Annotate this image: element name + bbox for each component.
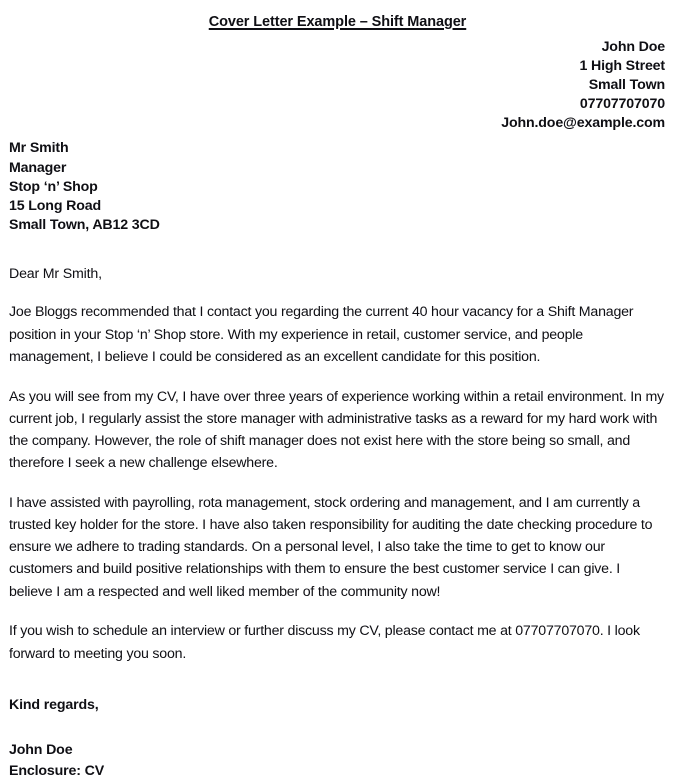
recipient-line-title: Manager bbox=[9, 159, 67, 176]
recipient-line-company: Stop ‘n’ Shop bbox=[9, 178, 98, 195]
body-paragraph-4: If you wish to schedule an interview or further discuss my CV, please contact me at 07707707070. I look forward to meeting you soon. bbox=[9, 623, 640, 662]
sender-line-email: John.doe@example.com bbox=[501, 115, 665, 132]
page-title bbox=[9, 0, 666, 31]
signature-enclosure: Enclosure: CV bbox=[9, 763, 105, 780]
sender-line-phone: 07707707070 bbox=[579, 96, 665, 113]
recipient-address-block bbox=[9, 139, 666, 234]
recipient-line-town-postcode: Small Town, AB12 3CD bbox=[9, 216, 160, 233]
sender-line-town: Small Town bbox=[588, 77, 665, 94]
closing-salutation: Kind regards, bbox=[9, 696, 99, 713]
body-paragraph-1: Joe Bloggs recommended that I contact you regarding the current 40 hour vacancy for a Shift Manager position in your Stop ‘n’ Shop store. With my experience in retail, customer service, and people management, I believe I could be considered as an excellent candidate for this position. bbox=[9, 304, 634, 365]
recipient-line-name: Mr Smith bbox=[9, 140, 69, 157]
body-paragraph-3: I have assisted with payrolling, rota management, stock ordering and management, and I am currently a trusted key holder for the store. I have also taken responsibility for auditing the date checking procedure to ensure we adhere to trading standards. On a personal level, I also take the time to get to know our customers and build positive relationships with them to ensure the best customer service I can give. I believe I am a respected and well liked member of the community now! bbox=[9, 494, 653, 600]
signature-name: John Doe bbox=[9, 741, 73, 758]
recipient-line-street: 15 Long Road bbox=[9, 197, 101, 214]
salutation: Dear Mr Smith, bbox=[9, 265, 102, 282]
body-paragraph-2: As you will see from my CV, I have over three years of experience working within a retail environment. In my current job, I regularly assist the store manager with administrative tasks as a reward for my hard work with the company. However, the role of shift manager does not exist here with the store being so small, and therefore I seek a new challenge elsewhere. bbox=[9, 388, 664, 472]
sender-line-name: John Doe bbox=[601, 39, 665, 55]
page-title-text: Cover Letter Example – Shift Manager bbox=[208, 14, 467, 30]
sender-address-block bbox=[9, 38, 666, 133]
signature-block bbox=[9, 740, 666, 783]
sender-line-street: 1 High Street bbox=[579, 58, 665, 75]
